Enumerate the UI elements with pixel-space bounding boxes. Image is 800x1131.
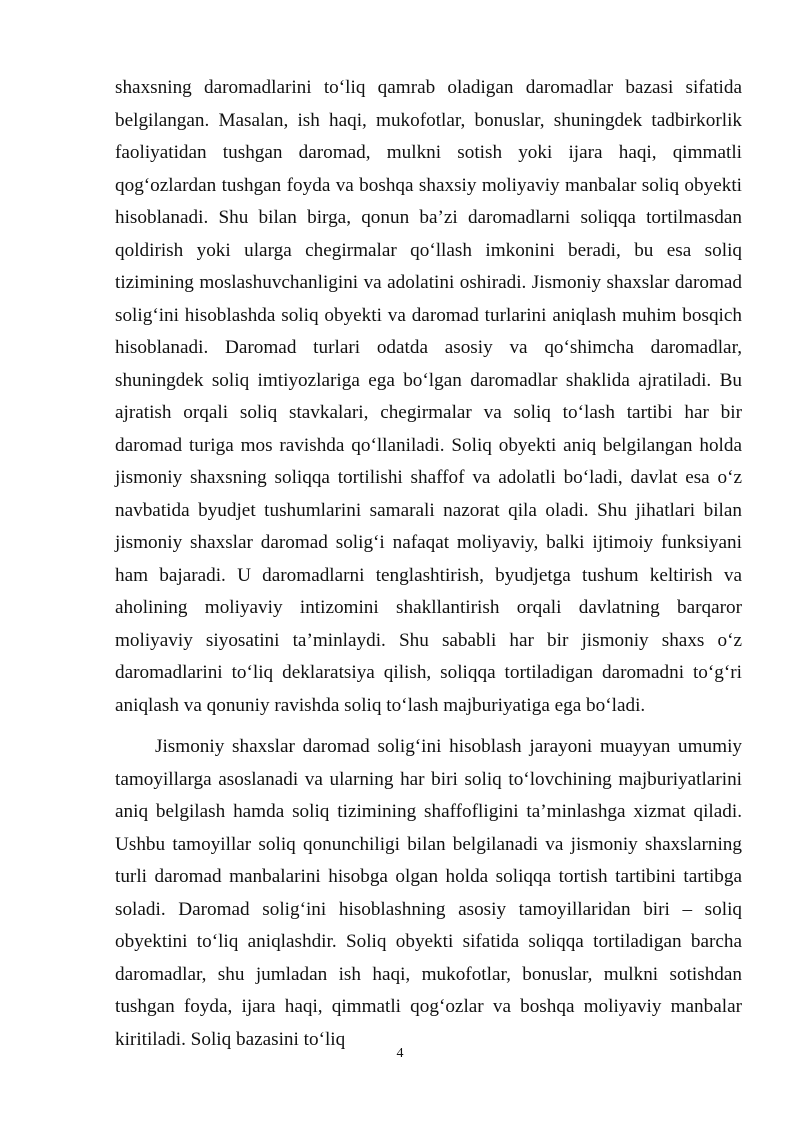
paragraph-continuation: shaxsning daromadlarini to‘liq qamrab oladigan daromadlar bazasi sifatida belgilangan. Masalan, ish haqi, mukofotlar, bonuslar, shuningdek tadbirkorlik faoliyatidan tushgan daromad, mulkni sotish yoki ijara haqi, qimmatli qog‘ozlardan tushgan foyda va boshqa shaxsiy moliyaviy manbalar soliq obyekti hisoblanadi. Shu bilan birga, qonun ba’zi daromadlarni soliqqa tortilmasdan qoldirish yoki ularga chegirmalar qo‘llash imkonini beradi, bu esa soliq tizimining moslashuvchanligini va adolatini oshiradi. Jismoniy shaxslar daromad solig‘ini hisoblashda soliq obyekti va daromad turlarini aniqlash muhim bosqich hisoblanadi. Daromad turlari odatda asosiy va qo‘shimcha daromadlar, shuningdek soliq imtiyozlariga ega bo‘lgan daromadlar shaklida ajratiladi. Bu ajratish orqali soliq stavkalari, chegirmalar va soliq to‘lash tartibi har bir daromad turiga mos ravishda qo‘llaniladi. Soliq obyekti aniq belgilangan holda jismoniy shaxsning soliqqa tortilishi shaffof va adolatli bo‘ladi, davlat esa o‘z navbatida byudjet tushumlarini samarali nazorat qila oladi. Shu jihatlari bilan jismoniy shaxslar daromad solig‘i nafaqat moliyaviy, balki ijtimoiy funksiyani ham bajaradi. U daromadlarni tenglashtirish, byudjetga tushum keltirish va aholining moliyaviy intizomini shakllantirish orqali davlatning barqaror moliyaviy siyosatini ta’minlaydi. Shu sababli har bir jismoniy shaxs o‘z daromadlarini to‘liq deklaratsiya qilish, soliqqa tortiladigan daromadni to‘g‘ri aniqlash va qonuniy ravishda soliq to‘lash majburiyatiga ega bo‘ladi. <box>115 77 742 716</box>
page-number: 4 <box>396 1046 404 1061</box>
body-text <box>115 72 742 1056</box>
paragraph-principles: Jismoniy shaxslar daromad solig‘ini hisoblash jarayoni muayyan umumiy tamoyillarga asoslanadi va ularning har biri soliq to‘lovchining majburiyatlarini aniq belgilash hamda soliq tizimining shaffofligini ta’minlashga xizmat qiladi. Ushbu tamoyillar soliq qonunchiligi bilan belgilanadi va jismoniy shaxslarning turli daromad manbalarini hisobga olgan holda soliqqa tortish tartibini tartibga soladi. Daromad solig‘ini hisoblashning asosiy tamoyillaridan biri – soliq obyektini to‘liq aniqlashdir. Soliq obyekti sifatida soliqqa tortiladigan barcha daromadlar, shu jumladan ish haqi, mukofotlar, bonuslar, mulkni sotishdan tushgan foyda, ijara haqi, qimmatli qog‘ozlar va boshqa moliyaviy manbalar kiritiladi. Soliq bazasini to‘liq <box>115 736 742 1050</box>
